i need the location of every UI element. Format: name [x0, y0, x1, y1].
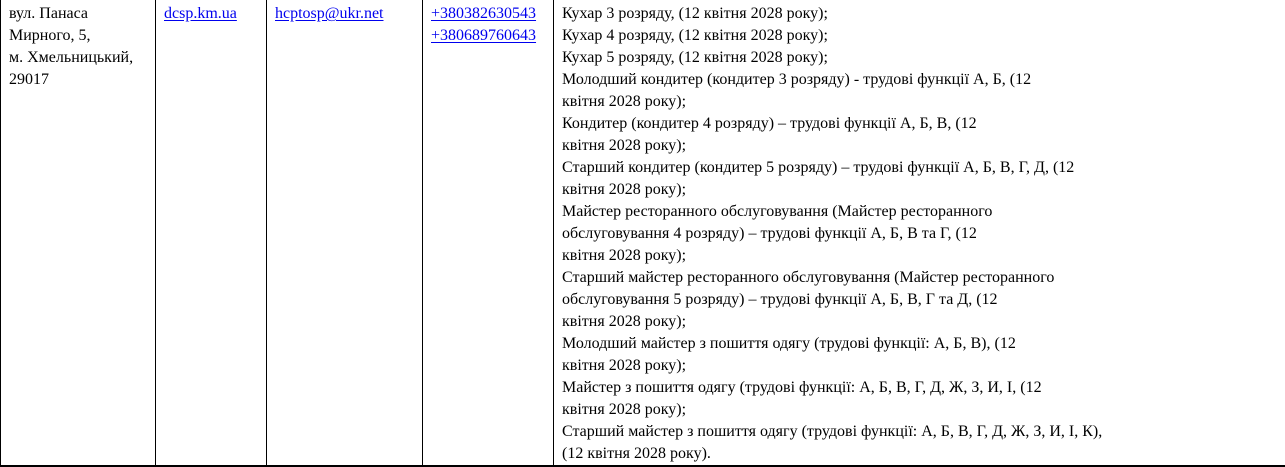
qualification-line: Кондитер (кондитер 4 розряду) – трудові функції А, Б, В, (12 [562, 113, 1280, 135]
qualification-item [562, 69, 1280, 113]
qualification-line: Кухар 4 розряду, (12 квітня 2028 року); [562, 25, 1280, 47]
qualification-line: Старший кондитер (кондитер 5 розряду) – трудові функції А, Б, В, Г, Д, (12 [562, 157, 1280, 179]
phone-link[interactable]: +380382630543 [431, 3, 545, 25]
qualification-item [562, 113, 1280, 157]
qualification-line: Майстер ресторанного обслуговування (Майстер ресторанного [562, 201, 1280, 223]
address-line: м. Хмельницький, [9, 47, 147, 69]
qualification-item [562, 333, 1280, 377]
email-link[interactable]: hcptosp@ukr.net [275, 5, 384, 22]
qualification-line: квітня 2028 року); [562, 135, 1280, 157]
qualification-item [562, 201, 1280, 267]
qualification-item [562, 47, 1280, 69]
qualification-line: Молодший кондитер (кондитер 3 розряду) - трудові функції А, Б, (12 [562, 69, 1280, 91]
qualification-item [562, 157, 1280, 201]
email-cell [267, 0, 423, 466]
table-row [1, 0, 1285, 466]
phone-link[interactable]: +380689760643 [431, 25, 545, 47]
website-cell [156, 0, 267, 466]
qualification-line: квітня 2028 року); [562, 91, 1280, 113]
qualification-line: (12 квітня 2028 року). [562, 443, 1280, 465]
address-line: 29017 [9, 69, 147, 91]
qualification-line: квітня 2028 року); [562, 399, 1280, 421]
qualification-item [562, 377, 1280, 421]
qualification-line: квітня 2028 року); [562, 179, 1280, 201]
qualification-item [562, 267, 1280, 333]
qualification-line: Старший майстер з пошиття одягу (трудові функції: А, Б, В, Г, Д, Ж, З, И, І, К), [562, 421, 1280, 443]
qualification-line: Старший майстер ресторанного обслуговування (Майстер ресторанного [562, 267, 1280, 289]
qualification-line: квітня 2028 року); [562, 355, 1280, 377]
qualification-item [562, 3, 1280, 25]
qualification-line: квітня 2028 року); [562, 311, 1280, 333]
address-line: Мирного, 5, [9, 25, 147, 47]
qualification-line: Кухар 5 розряду, (12 квітня 2028 року); [562, 47, 1280, 69]
qualification-item [562, 25, 1280, 47]
qualification-line: обслуговування 4 розряду) – трудові функції А, Б, В та Г, (12 [562, 223, 1280, 245]
qualification-line: обслуговування 5 розряду) – трудові функції А, Б, В, Г та Д, (12 [562, 289, 1280, 311]
qualification-line: Молодший майстер з пошиття одягу (трудові функції: А, Б, В), (12 [562, 333, 1280, 355]
qualification-line: Майстер з пошиття одягу (трудові функції: А, Б, В, Г, Д, Ж, З, И, І, (12 [562, 377, 1280, 399]
address-cell [1, 0, 156, 466]
address-line: вул. Панаса [9, 3, 147, 25]
qualification-item [562, 421, 1280, 465]
website-link[interactable]: dcsp.km.ua [164, 5, 237, 22]
qualification-line: Кухар 3 розряду, (12 квітня 2028 року); [562, 3, 1280, 25]
qualifications-cell [554, 0, 1285, 466]
qualification-line: квітня 2028 року); [562, 245, 1280, 267]
qualifications-list [562, 3, 1280, 465]
phone-cell [423, 0, 554, 466]
